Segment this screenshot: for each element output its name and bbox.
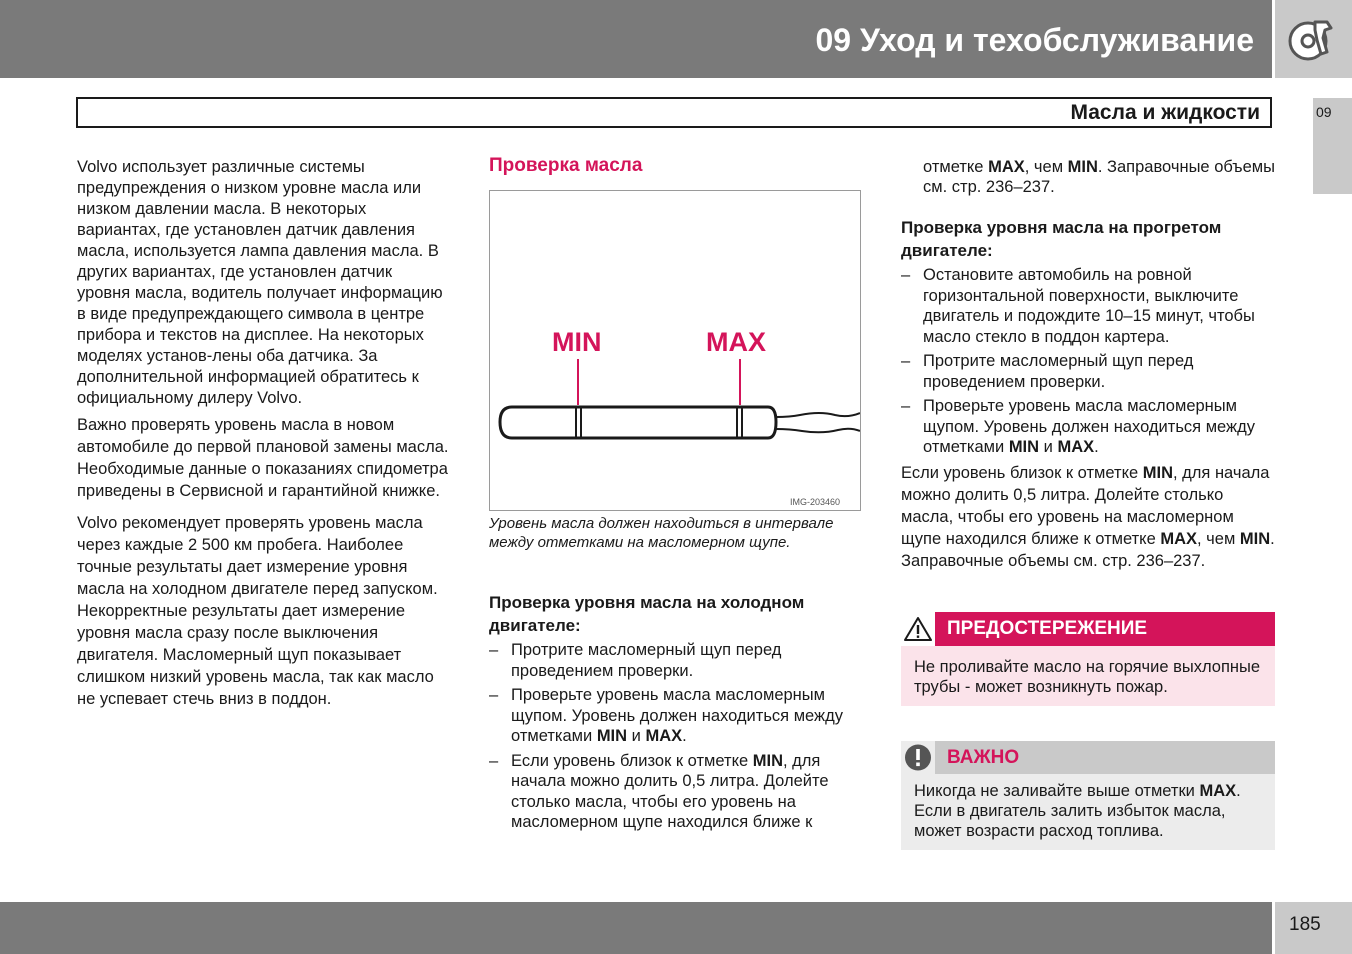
list-item: – Если уровень близок к отметке MIN, для начала можно долить 0,5 литра. Долейте столько масла, чтобы его уровень на масломерном щупе находился ближе к: [489, 751, 864, 833]
dipstick-figure: [489, 190, 861, 511]
chapter-icon-box: [1275, 0, 1352, 78]
figure-min-label: MIN: [552, 327, 602, 357]
important-header: [901, 741, 1275, 774]
column-2-cold-check: [489, 591, 864, 837]
continued-paragraph: отметке MAX, чем MIN. Заправочные объемы см. стр. 236–237.: [923, 158, 1275, 196]
wrench-gear-icon: [1287, 16, 1335, 62]
check-interval-paragraph: Volvo рекомендует проверять уровень масла через каждые 2 500 км пробега. Наиболее точные результаты дает измерение уровня масла на холодном двигателе перед запуском. Некорректные результаты дает измерение уровня масла сразу после выключения двигателя. Масломерный щуп показывает слишком низкий уровень масла, так как масло не успевает стечь вниз в поддон.: [77, 514, 438, 708]
warning-triangle-icon: [901, 612, 935, 646]
important-box: [901, 741, 1275, 850]
side-tab-label: 09: [1316, 104, 1332, 120]
dipstick-drawing: [500, 407, 860, 438]
chapter-title: 09 Уход и техобслуживание: [815, 22, 1254, 58]
cold-engine-subhead: Проверка уровня масла на холодном двигателе:: [489, 593, 805, 635]
list-item: – Остановите автомобиль на ровной горизонтальной поверхности, выключите двигатель и подождите 10–15 минут, чтобы масло стекло в поддон картера.: [901, 265, 1275, 347]
list-item: – Проверьте уровень масла масломерным щупом. Уровень должен находиться между отметками MIN и MAX.: [901, 396, 1275, 458]
chapter-side-tab[interactable]: [1313, 98, 1352, 194]
list-item: – Протрите масломерный щуп перед проведением проверки.: [901, 351, 1275, 392]
warning-text: Не проливайте масло на горячие выхлопные трубы - может возникнуть пожар.: [901, 646, 1275, 706]
warning-title: ПРЕДОСТЕРЕЖЕНИЕ: [947, 618, 1148, 639]
warning-header: [901, 612, 1275, 646]
section-title: Масла и жидкости: [1070, 101, 1260, 124]
page-number: 185: [1289, 914, 1321, 935]
warm-engine-subhead: Проверка уровня масла на прогретом двигателе:: [901, 218, 1222, 260]
column-1: [77, 157, 449, 710]
topup-paragraph: Если уровень близок к отметке MIN, для начала можно долить 0,5 литра. Долейте столько масла, чтобы его уровень на масломерном щупе находился ближе к отметке MAX, чем MIN. Заправочные объемы см. стр. 236–237.: [901, 463, 1275, 570]
footer-bar: [0, 902, 1272, 954]
figure-image-id: IMG-203460: [790, 497, 841, 507]
important-title: ВАЖНО: [947, 747, 1020, 768]
header-bar: [0, 0, 1272, 78]
list-item: – Протрите масломерный щуп перед проведением проверки.: [489, 640, 864, 681]
list-item: – Проверьте уровень масла масломерным щупом. Уровень должен находиться между отметками MIN и MAX.: [489, 685, 864, 747]
column-3: [901, 157, 1275, 572]
important-text: Никогда не заливайте выше отметки MAX. Если в двигатель залить избыток масла, может возрасти расход топлива.: [901, 774, 1275, 850]
warning-box: [901, 612, 1275, 706]
page-number-box: [1275, 902, 1352, 954]
figure-max-label: MAX: [706, 327, 766, 357]
section-title-box: [76, 97, 1272, 128]
warm-engine-steps: [901, 265, 1275, 458]
intro-paragraph: Volvo использует различные системы предупреждения о низком уровне масла или низком давлении масла. В некоторых вариантах, где установлен датчик давления масла, используется лампа давления масла. В других вариантах, где установлен датчик уровня масла, водитель получает информацию в виде предупреждающего символа в центре прибора и текстов на дисплее. На некоторых моделях установ-лены оба датчика. За дополнительной информацией обратитесь к официальному дилеру Volvo.: [77, 158, 443, 407]
figure-caption: Уровень масла должен находиться в интервале между отметками на масломерном щупе.: [489, 515, 834, 551]
cold-engine-steps: [489, 640, 864, 833]
oil-check-heading: Проверка масла: [489, 155, 643, 176]
exclamation-icon: [901, 741, 935, 774]
new-car-paragraph: Важно проверять уровень масла в новом автомобиле до первой плановой замены масла. Необходимые данные о показаниях спидометра приведены в Сервисной и гарантийной книжке.: [77, 416, 449, 500]
